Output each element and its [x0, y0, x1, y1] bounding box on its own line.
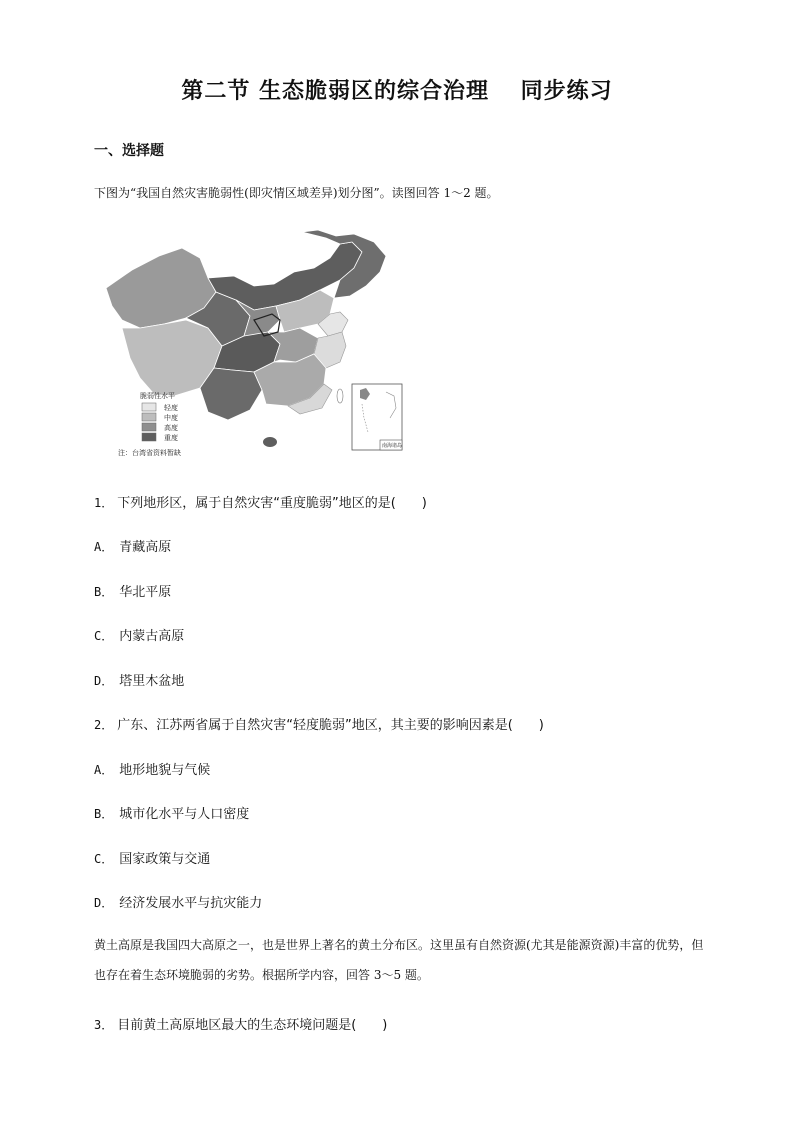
question-2	[94, 714, 544, 733]
legend-label-3: 高度	[164, 424, 178, 432]
question-number: 1．	[94, 496, 114, 510]
q2-option-b[interactable]: B． 城市化水平与人口密度	[94, 807, 250, 822]
q2-option-d[interactable]: D． 经济发展水平与抗灾能力	[94, 896, 263, 911]
page-title: 第二节 生态脆弱区的综合治理 同步练习	[181, 79, 613, 104]
section-heading: 一、选择题	[94, 143, 164, 159]
map-note: 注：台湾省资料暂缺	[118, 449, 181, 457]
question-text: 目前黄土高原地区最大的生态环境问题是( )	[117, 1018, 388, 1033]
legend-title: 脆弱性水平	[140, 392, 175, 400]
question-text: 下列地形区，属于自然灾害“重度脆弱”地区的是( )	[117, 496, 427, 511]
legend-label-4: 重度	[164, 434, 178, 442]
legend-label-1: 轻度	[164, 404, 178, 412]
question-number: 3．	[94, 1018, 114, 1032]
map-legend	[118, 391, 181, 457]
legend-swatch-4	[142, 433, 156, 441]
question-text: 广东、江苏两省属于自然灾害“轻度脆弱”地区，其主要的影响因素是( )	[117, 718, 544, 733]
q1-option-d[interactable]: D． 塔里木盆地	[94, 674, 185, 689]
q2-option-c[interactable]: C． 国家政策与交通	[94, 852, 211, 867]
china-vulnerability-map	[104, 228, 404, 460]
q2-option-a[interactable]: A． 地形地貌与气候	[94, 763, 211, 778]
question-1	[94, 492, 427, 511]
intro-text: 下图为“我国自然灾害脆弱性(即灾情区域差异)划分图”。读图回答 1～2 题。	[94, 186, 499, 200]
region-hainan	[263, 437, 277, 447]
question-number: 2．	[94, 718, 114, 732]
legend-swatch-2	[142, 413, 156, 421]
legend-swatch-1	[142, 403, 156, 411]
south-china-sea-inset	[352, 384, 402, 450]
question-3	[94, 1014, 387, 1033]
q1-option-b[interactable]: B． 华北平原	[94, 585, 172, 600]
legend-label-2: 中度	[164, 414, 178, 422]
q1-option-c[interactable]: C． 内蒙古高原	[94, 629, 185, 644]
inset-label: 南海诸岛	[382, 443, 403, 449]
region-taiwan	[337, 389, 343, 403]
legend-swatch-3	[142, 423, 156, 431]
q1-option-a[interactable]: A． 青藏高原	[94, 540, 172, 555]
region-southwest	[200, 368, 262, 420]
passage-text: 黄土高原是我国四大高原之一，也是世界上著名的黄土分布区。这里虽有自然资源(尤其是能源资源)丰富的优势，但也存在着生态环境脆弱的劣势。根据所学内容，回答 3～5 题。	[94, 938, 704, 982]
